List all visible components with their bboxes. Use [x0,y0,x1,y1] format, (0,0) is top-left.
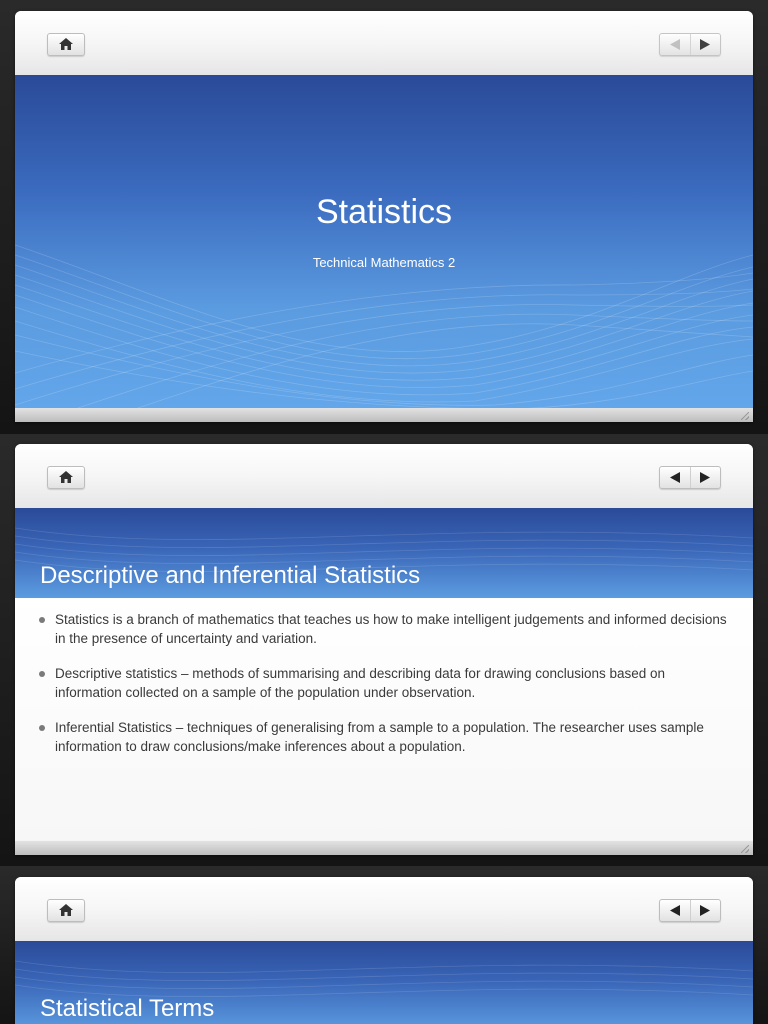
next-slide-button[interactable] [690,34,720,55]
bullet-list [39,610,729,772]
bullet-text: Statistics is a branch of mathematics that teaches us how to make intelligent judgements and informed decisions in the presence of uncertainty and variation. [55,612,727,646]
previous-arrow-icon [669,905,681,916]
slide-heading: Descriptive and Inferential Statistics [40,562,421,589]
next-arrow-icon [699,472,711,483]
resize-grip-icon [741,412,749,420]
previous-slide-button[interactable] [660,34,691,55]
home-button[interactable] [47,33,85,56]
home-icon [58,470,74,484]
bullet-text: Inferential Statistics – techniques of generalising from a sample to a population. The researcher uses sample information to draw conclusions/make inferences about a population. [55,720,704,754]
slide-nav [659,466,721,489]
presentation-subtitle: Technical Mathematics 2 [312,255,456,270]
wave-decoration [15,75,753,409]
slide-toolbar [15,11,753,76]
previous-arrow-icon [669,472,681,483]
next-arrow-icon [699,905,711,916]
slide-nav [659,33,721,56]
slide-nav [659,899,721,922]
next-slide-button[interactable] [690,467,720,488]
list-item [39,718,729,756]
slide-header-band [15,508,753,598]
bullet-icon [39,671,45,677]
previous-arrow-icon [669,39,681,50]
title-slide-canvas [15,75,753,409]
slide-3 [15,877,753,1024]
slide-footer-strip [15,408,753,422]
home-button[interactable] [47,466,85,489]
next-arrow-icon [699,39,711,50]
home-icon [58,37,74,51]
resize-grip-icon [741,845,749,853]
slide-1 [15,11,753,422]
bullet-text: Descriptive statistics – methods of summarising and describing data for drawing conclusions based on information collected on a sample of the population under observation. [55,666,666,700]
slide-heading: Statistical Terms [40,995,215,1022]
slide-toolbar [15,444,753,509]
slide-footer-strip [15,841,753,855]
bullet-icon [39,617,45,623]
slide-body [15,598,753,840]
previous-slide-button[interactable] [660,900,691,921]
bullet-icon [39,725,45,731]
presentation-title: Statistics [315,193,453,231]
home-icon [58,903,74,917]
home-button[interactable] [47,899,85,922]
slide-header-band [15,941,753,1024]
previous-slide-button[interactable] [660,467,691,488]
list-item [39,610,729,648]
next-slide-button[interactable] [690,900,720,921]
slide-2 [15,444,753,855]
list-item [39,664,729,702]
slide-toolbar [15,877,753,942]
